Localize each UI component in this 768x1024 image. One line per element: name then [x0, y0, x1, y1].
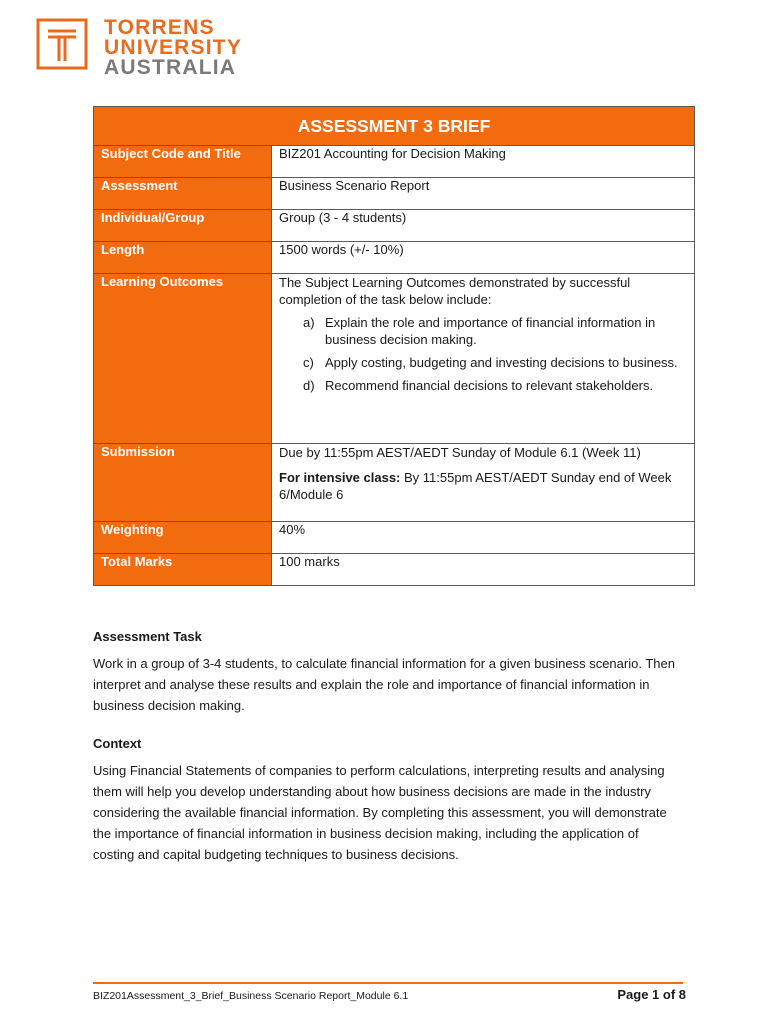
- intensive-class-label: For intensive class:: [279, 470, 401, 485]
- individual-group-value: Group (3 - 4 students): [272, 210, 695, 242]
- page-number: Page 1 of 8: [617, 987, 686, 1002]
- outcome-text: Explain the role and importance of financial information in business decision making.: [325, 315, 656, 347]
- list-item: [279, 314, 687, 348]
- outcome-letter: c): [303, 355, 314, 370]
- subject-code-value: BIZ201 Accounting for Decision Making: [272, 146, 695, 178]
- table-row: [94, 146, 695, 178]
- table-row: [94, 274, 695, 444]
- logo-line-2: UNIVERSITY: [104, 36, 243, 59]
- table-row: [94, 210, 695, 242]
- submission-value: [272, 444, 695, 522]
- logo-line-1: TORRENS: [104, 16, 215, 39]
- footer-filename: BIZ201Assessment_3_Brief_Business Scenario Report_Module 6.1: [93, 990, 409, 1002]
- submission-label: Submission: [94, 444, 272, 522]
- submission-due: Due by 11:55pm AEST/AEDT Sunday of Module 6.1 (Week 11): [279, 445, 641, 460]
- total-marks-value: 100 marks: [272, 554, 695, 586]
- assessment-value: Business Scenario Report: [272, 178, 695, 210]
- table-row: [94, 178, 695, 210]
- brief-table-title: ASSESSMENT 3 BRIEF: [94, 107, 695, 146]
- intensive-class-text: By 11:55pm AEST/AEDT Sunday end of Week 6/Module 6: [279, 470, 672, 502]
- assessment-task-section: [93, 626, 683, 716]
- learning-outcomes-value: [272, 274, 695, 444]
- logo-line-3: AUSTRALIA: [104, 56, 237, 79]
- context-section: [93, 733, 683, 865]
- table-row: [94, 242, 695, 274]
- logo-wordmark: [104, 18, 242, 78]
- list-item: [279, 377, 687, 394]
- total-marks-label: Total Marks: [94, 554, 272, 586]
- length-label: Length: [94, 242, 272, 274]
- torrens-logo-mark-icon: [36, 18, 88, 70]
- individual-group-label: Individual/Group: [94, 210, 272, 242]
- outcome-text: Apply costing, budgeting and investing decisions to business.: [325, 355, 678, 370]
- subject-code-label: Subject Code and Title: [94, 146, 272, 178]
- weighting-label: Weighting: [94, 522, 272, 554]
- context-heading: Context: [93, 736, 142, 751]
- weighting-value: 40%: [272, 522, 695, 554]
- outcome-letter: a): [303, 315, 315, 330]
- list-item: [279, 354, 687, 371]
- table-row: [94, 444, 695, 522]
- outcome-text: Recommend financial decisions to relevant stakeholders.: [325, 378, 654, 393]
- length-value: 1500 words (+/- 10%): [272, 242, 695, 274]
- footer-divider: [93, 982, 683, 984]
- learning-outcomes-intro: The Subject Learning Outcomes demonstrated by successful completion of the task below include:: [279, 275, 631, 307]
- assessment-task-heading: Assessment Task: [93, 629, 202, 644]
- assessment-brief-table: [93, 106, 695, 586]
- submission-intensive: [279, 469, 687, 503]
- university-logo: [36, 18, 242, 78]
- context-body: Using Financial Statements of companies to perform calculations, interpreting results and analysing them will help you develop understanding about how business decisions are made in the industry considering the available financial information. By completing this assessment, you will demonstrate the importance of financial information in business decision making, including the application of costing and capital budgeting techniques to business decisions.: [93, 763, 667, 862]
- table-row: [94, 522, 695, 554]
- learning-outcomes-label: Learning Outcomes: [94, 274, 272, 444]
- assessment-task-body: Work in a group of 3-4 students, to calculate financial information for a given business scenario. Then interpret and analyse these results and explain the role and importance of financial information in business decision making.: [93, 656, 675, 713]
- outcome-letter: d): [303, 378, 315, 393]
- table-row: [94, 554, 695, 586]
- assessment-label: Assessment: [94, 178, 272, 210]
